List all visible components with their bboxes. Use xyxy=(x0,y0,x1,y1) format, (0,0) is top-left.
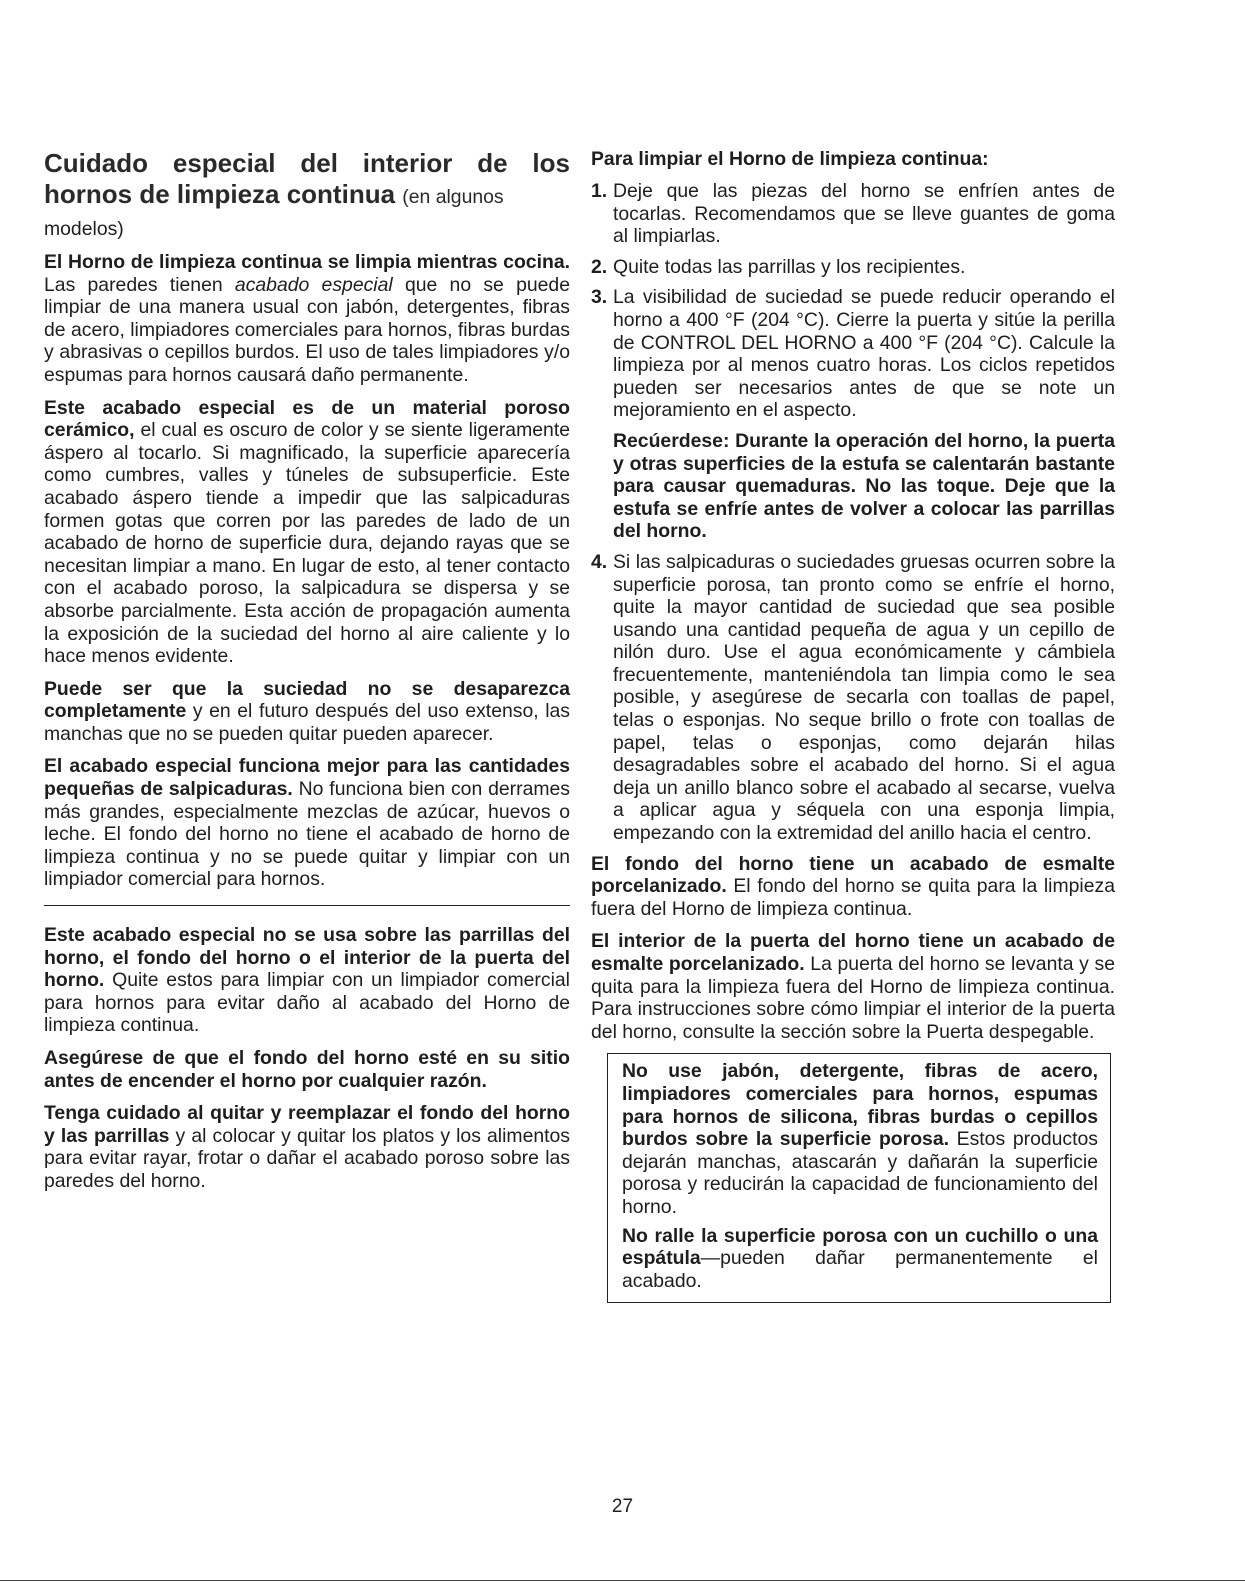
section-title-note-continued: modelos) xyxy=(44,218,124,240)
step-item xyxy=(591,286,1115,543)
caution-text: —pueden dañar permanentemente el acabado. xyxy=(622,1247,1098,1292)
paragraph-small-spatters xyxy=(44,755,570,891)
paragraph-cleans-while-cooking xyxy=(44,251,570,387)
caution-paragraph xyxy=(622,1060,1098,1218)
step-text: La visibilidad de suciedad se puede reducir operando el horno a 400 °F (204 °C). Cierre la puerta y sitúe la perilla de CONTROL DEL HORNO a 400 °F (204 °C). Calcule la limpieza por al menos cuatro horas. Los ciclos repetidos pueden ser necesarios antes de que se note un mejoramiento en el aspecto. xyxy=(613,286,1115,422)
right-column xyxy=(591,148,1115,1303)
page-bottom-edge xyxy=(0,1580,1245,1581)
step-number: 4. xyxy=(591,550,608,573)
paragraph-lead: Puede ser que la suciedad no se desaparezca completamente xyxy=(44,677,570,723)
cleaning-steps xyxy=(591,180,1115,845)
caution-paragraph xyxy=(622,1225,1098,1293)
section-title-note: (en algunos xyxy=(402,186,504,208)
paragraph-lead: Este acabado especial es de un material poroso cerámico, xyxy=(44,396,570,442)
section-divider xyxy=(44,905,570,906)
step-text: Deje que las piezas del horno se enfríen antes de tocarlas. Recomendamos que se lleve guantes de goma al limpiarlas. xyxy=(613,180,1115,248)
paragraph-lead: Tenga cuidado al quitar y reemplazar el fondo del horno y las parrillas xyxy=(44,1102,570,1147)
paragraph-lead: Asegúrese de que el fondo del horno esté en su sitio antes de encender el horno por cualquier razón. xyxy=(44,1047,570,1092)
paragraph-soil-may-remain xyxy=(44,678,570,746)
step-text: Si las salpicaduras o suciedades gruesas ocurren sobre la superficie porosa, tan pronto como se enfríe el horno, quite la mayor cantidad de suciedad que sea posible usando una cantidad pequeña de agua y un cepillo de nilón duro. Use el agua económicamente y cámbiela frecuentemente, manteniéndola tan limpia como le sea posible, y asegúrese de secarla con toallas de papel, telas o esponjas. No seque brillo o frote con toallas de papel, telas o esponjas, como dejarán hilas desagradables sobre el acabado del horno. Si el agua deja un anillo blanco sobre el acabado al secarse, vuelva a aplicar agua y séquela con una esponja limpia, empezando con la extremidad del anillo hacia el centro. xyxy=(613,550,1115,845)
paragraph-porous-ceramic xyxy=(44,397,570,668)
step-warning: Recúerdese: Durante la operación del horno, la puerta y otras superficies de la estufa se calentarán bastante para causar quemaduras. No las toque. Deje que la estufa se enfríe antes de volver a colocar las parrillas del horno. xyxy=(613,429,1115,543)
step-item xyxy=(591,551,1115,845)
paragraph-text: La puerta del horno se levanta y se quita para la limpieza fuera del Horno de limpieza continua. Para instrucciones sobre cómo limpiar el interior de la puerta del horno, consulte la sección sobre la Puerta despegable. xyxy=(591,953,1115,1043)
caution-lead: No ralle la superficie porosa con un cuchillo o una espátula xyxy=(622,1224,1098,1270)
paragraph-text: y en el futuro después del uso extenso, las manchas que no se pueden quitar pueden aparecer. xyxy=(44,700,570,745)
paragraph-text: Quite estos para limpiar con un limpiador comercial para hornos para evitar daño al acabado del Horno de limpieza continua. xyxy=(44,969,570,1037)
paragraph-text: No funciona bien con derrames más grandes, especialmente mezclas de azúcar, huevos o leche. El fondo del horno no tiene el acabado de horno de limpieza continua y no se puede quitar y limpiar con un limpiador comercial para hornos. xyxy=(44,778,571,891)
left-column xyxy=(44,148,570,1203)
paragraph-text: el cual es oscuro de color y se siente ligeramente áspero al tocarlo. Si magnificado, la superficie aparecería como cumbres, valles y túneles de subsuperficie. Este acabado áspero tiende a impedir que las salpicaduras formen gotas que corren por las paredes de lado de un acabado de horno de superficie dura, dejando rayas que se necesitan limpiar a mano. En lugar de esto, al tener contacto con el acabado poroso, la salpicadura se dispersa y se absorbe parcialmente. Esta acción de propagación aumenta la exposición de la suciedad del horno al aire caliente y lo hace menos evidente. xyxy=(44,419,570,668)
paragraph-door-interior xyxy=(591,930,1115,1043)
paragraph-text: Las paredes tienen xyxy=(44,273,235,296)
paragraph-bottom-in-place xyxy=(44,1047,570,1092)
paragraph-lead: Este acabado especial no se usa sobre las parrillas del horno, el fondo del horno o el interior de la puerta del horno. xyxy=(44,924,570,992)
paragraph-lead: El fondo del horno tiene un acabado de esmalte porcelanizado. xyxy=(591,852,1115,898)
steps-heading: Para limpiar el Horno de limpieza continua: xyxy=(591,148,989,170)
paragraph-text: que no se puede limpiar de una manera usual con jabón, detergentes, fibras de acero, limpiadores comerciales para hornos, fibras burdas y abrasivas o cepillos burdos. El uso de tales limpiadores y/o espumas para hornos causará daño permanente. xyxy=(44,273,570,386)
section-title xyxy=(44,148,570,213)
step-number: 2. xyxy=(591,255,608,278)
step-number: 1. xyxy=(591,180,608,202)
paragraph-lead: El Horno de limpieza continua se limpia mientras cocina. xyxy=(44,251,570,273)
caution-box xyxy=(607,1053,1111,1303)
paragraph-lead: El interior de la puerta del horno tiene un acabado de esmalte porcelanizado. xyxy=(591,930,1115,975)
page-number: 27 xyxy=(611,1496,634,1517)
section-title-text: Cuidado especial del interior de los hornos de limpieza continua xyxy=(44,148,570,209)
step-number: 3. xyxy=(591,286,608,309)
paragraph-emphasis: acabado especial xyxy=(234,273,393,296)
paragraph-oven-bottom xyxy=(591,853,1115,921)
caution-text: Estos productos dejarán manchas, atascarán y dañarán la superficie porosa y reducirán la capacidad de funcionamiento del horno. xyxy=(622,1128,1098,1218)
paragraph-text: y al colocar y quitar los platos y los alimentos para evitar rayar, frotar o dañar el acabado poroso sobre las paredes del horno. xyxy=(44,1124,571,1192)
caution-lead: No use jabón, detergente, fibras de acero, limpiadores comerciales para hornos, espumas para hornos de silicona, fibras burdas o cepillos burdos sobre la superficie porosa. xyxy=(622,1060,1098,1151)
paragraph-not-on-racks xyxy=(44,924,570,1037)
step-item xyxy=(591,256,1115,279)
paragraph-lead: El acabado especial funciona mejor para las cantidades pequeñas de salpicaduras. xyxy=(44,755,570,801)
paragraph-careful-removal xyxy=(44,1102,570,1192)
step-item xyxy=(591,180,1115,248)
step-text: Quite todas las parrillas y los recipientes. xyxy=(613,255,966,278)
paragraph-text: El fondo del horno se quita para la limpieza fuera del Horno de limpieza continua. xyxy=(591,875,1115,920)
